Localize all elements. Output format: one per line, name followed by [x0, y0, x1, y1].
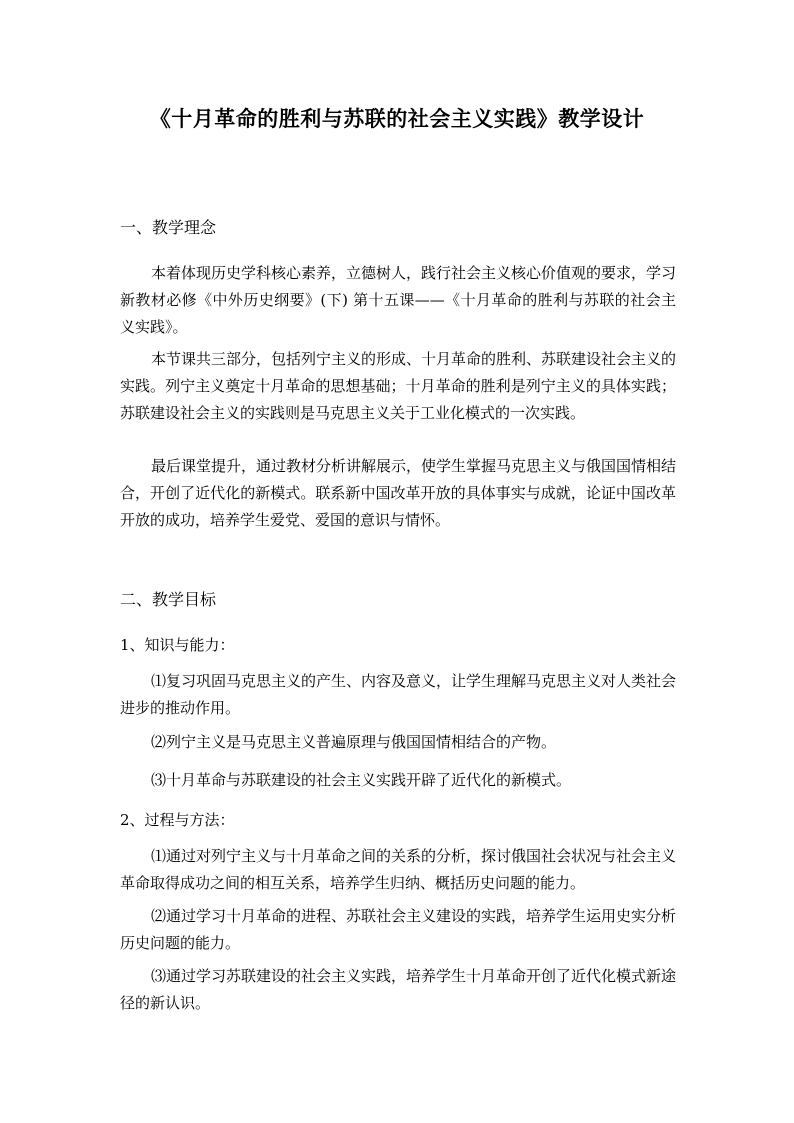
philosophy-paragraph-2: 本节课共三部分，包括列宁主义的形成、十月革命的胜利、苏联建设社会主义的实践。列宁主义奠定十月革命的思想基础；十月革命的胜利是列宁主义的具体实践；苏联建设社会主义的实践则是马克思主义关于工业化模式的一次实践。	[120, 350, 677, 422]
document-title: 《十月革命的胜利与苏联的社会主义实践》教学设计	[149, 106, 645, 131]
philosophy-paragraph-3: 最后课堂提升，通过教材分析讲解展示，使学生掌握马克思主义与俄国国情相结合，开创了近代化的新模式。联系新中国改革开放的具体事实与成就，论证中国改革开放的成功，培养学生爱党、爱国的意识与情怀。	[120, 457, 677, 529]
section-heading-teaching-philosophy: 一、教学理念	[120, 218, 217, 237]
subsection-title-knowledge-ability: 1、知识与能力：	[120, 636, 235, 654]
philosophy-paragraph-1: 本着体现历史学科核心素养，立德树人，践行社会主义核心价值观的要求，学习新教材必修《中外历史纲要》(下) 第十五课——《十月革命的胜利与苏联的社会主义实践》。	[120, 264, 677, 336]
section-heading-teaching-objectives: 二、教学目标	[120, 590, 217, 609]
objective-item: ⑶通过学习苏联建设的社会主义实践，培养学生十月革命开创了近代化模式新途径的新认识。	[120, 967, 677, 1012]
objective-item: ⑴复习巩固马克思主义的产生、内容及意义，让学生理解马克思主义对人类社会进步的推动作用。	[120, 672, 677, 717]
objective-item: ⑵列宁主义是马克思主义普遍原理与俄国国情相结合的产物。	[151, 733, 557, 751]
objective-item: ⑴通过对列宁主义与十月革命之间的关系的分析，探讨俄国社会状况与社会主义革命取得成功之间的相互关系，培养学生归纳、概括历史问题的能力。	[120, 847, 677, 892]
objective-item: ⑵通过学习十月革命的进程、苏联社会主义建设的实践，培养学生运用史实分析历史问题的能力。	[120, 907, 677, 952]
objective-item: ⑶十月革命与苏联建设的社会主义实践开辟了近代化的新模式。	[151, 771, 572, 789]
subsection-title-process-method: 2、过程与方法：	[120, 811, 235, 829]
